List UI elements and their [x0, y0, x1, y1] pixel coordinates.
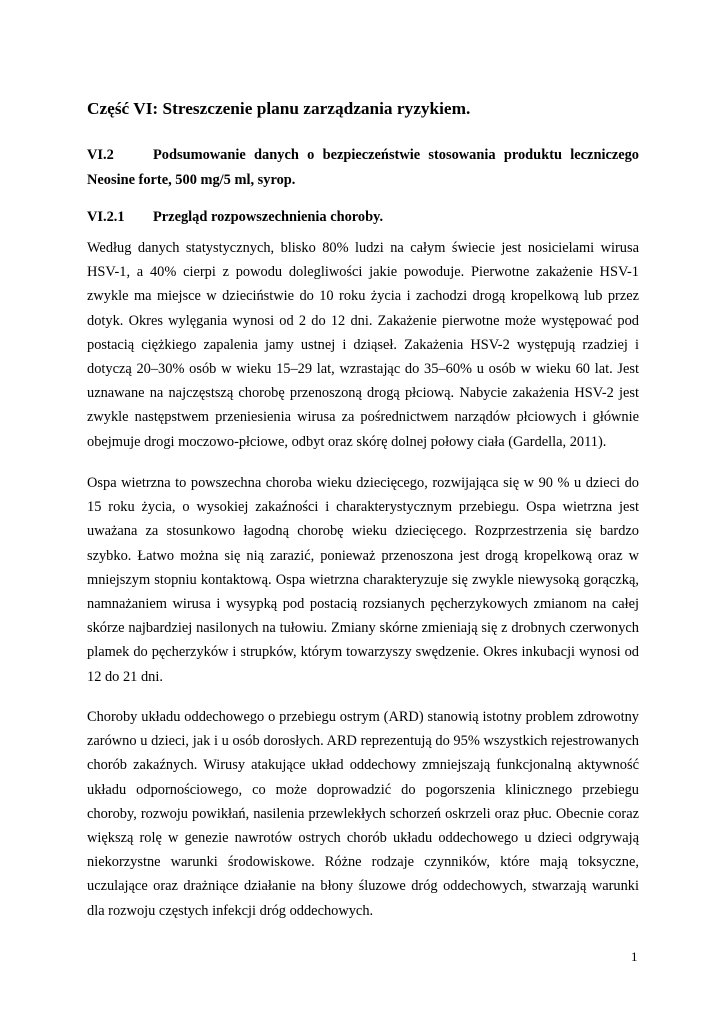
section-title-vi21: Przegląd rozpowszechnienia choroby. [153, 209, 384, 225]
paragraph-herpes: Według danych statystycznych, blisko 80% ludzi na całym świecie jest nosicielami wirusa HSV-1, a 40% cierpi z powodu dolegliwości jakie powoduje. Pierwotne zakażenie HSV-1 zwykle ma miejsce w dzieciństwie do 10 roku życia i zachodzi drogą kropelkową lub przez dotyk. Okres wylęgania wynosi od 2 do 12 dni. Zakażenie pierwotne może występować pod postacią ciężkiego zapalenia jamy ustnej i dziąseł. Zakażenia HSV-2 występują rzadziej i dotyczą 20–30% osób w wieku 15–29 lat, wzrastając do 35–60% u osób w wieku 60 lat. Jest uznawane na najczęstszą chorobę przenoszoną drogą płciową. Nabycie zakażenia HSV-2 jest zwykle następstwem przeniesienia wirusa za pośrednictwem narządów płciowych i głównie obejmuje drogi moczowo-płciowe, odbyt oraz skórę dolnej połowy ciała (Gardella, 2011). [87, 240, 639, 450]
section-number-vi21: VI.2.1 [87, 209, 125, 225]
section-heading-vi2 [87, 143, 639, 193]
section-heading-vi21 [87, 205, 639, 230]
section-title-vi2: Podsumowanie danych o bezpieczeństwie stosowania produktu leczniczego Neosine forte, 500 mg/5 ml, syrop. [87, 147, 639, 188]
page-number: 1 [631, 949, 638, 964]
paragraph-respiratory: Choroby układu oddechowego o przebiegu ostrym (ARD) stanowią istotny problem zdrowotny zarówno u dzieci, jak i u osób dorosłych. ARD reprezentują do 95% wszystkich rejestrowanych chorób zakaźnych. Wirusy atakujące układ oddechowy zmniejszają funkcjonalną aktywność układu odpornościowego, co może doprowadzić do pogorszenia klinicznego przebiegu choroby, rozwoju powikłań, nasilenia przewlekłych schorzeń oskrzeli oraz płuc. Obecnie coraz większą rolę w genezie nawrotów ostrych chorób układu oddechowego u dzieci odgrywają niekorzystne warunki środowiskowe. Różne rodzaje czynników, które mają toksyczne, uczulające oraz drażniące działanie na błony śluzowe dróg oddechowych, stwarzają warunki dla rozwoju częstych infekcji dróg oddechowych. [87, 709, 639, 919]
paragraph-chickenpox: Ospa wietrzna to powszechna choroba wieku dziecięcego, rozwijająca się w 90 % u dzieci do 15 roku życia, o wysokiej zakaźności i charakterystycznym przebiegu. Ospa wietrzna jest uważana za stosunkowo łagodną chorobę wieku dziecięcego. Rozprzestrzenia się bardzo szybko. Łatwo można się nią zarazić, ponieważ przenoszona jest drogą kropelkową oraz w mniejszym stopniu kontaktową. Ospa wietrzna charakteryzuje się zwykle niewysoką gorączką, namnażaniem wirusa i wysypką pod postacią rozsianych pęcherzykowych zmianom na całej skórze najbardziej nasilonych na tułowiu. Zmiany skórne zmieniają się z drobnych czerwonych plamek do pęcherzyków i strupków, którym towarzyszy swędzenie. Okres inkubacji wynosi od 12 do 21 dni. [87, 475, 639, 685]
part-title: Część VI: Streszczenie planu zarządzania ryzykiem. [87, 99, 471, 118]
section-number-vi2: VI.2 [87, 147, 114, 163]
